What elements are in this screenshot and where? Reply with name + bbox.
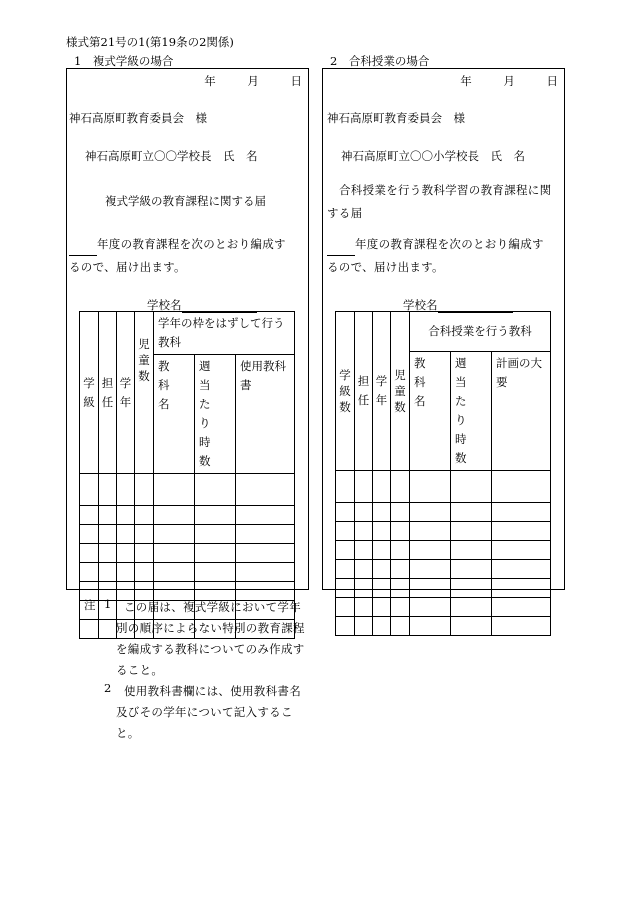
col-students: 児童数 <box>135 312 154 474</box>
sub-textbook: 使用教科書 <box>236 355 295 474</box>
body-line-2: るので、届け出ます。 <box>327 260 444 274</box>
body-text <box>69 233 307 279</box>
addressee: 神石高原町教育委員会 様 <box>327 111 465 125</box>
document-title <box>327 179 565 225</box>
sub-plan: 計画の大要 <box>492 352 551 471</box>
school-name-label: 学校名 <box>403 298 438 312</box>
doc-title-line-1: 合科授業を行う教科学習の教育課程に関 <box>339 183 552 197</box>
group-header: 学年の枠をはずして行う教科 <box>154 312 295 355</box>
col-grade-class: 学級数 <box>336 312 355 471</box>
note-2-number: 2 <box>104 681 112 695</box>
date-year: 年 <box>460 74 472 88</box>
doc-title-line-2: する届 <box>327 206 363 220</box>
year-blank <box>69 243 97 256</box>
note-2-text <box>116 681 310 744</box>
col-grade-class: 学級 <box>80 312 99 474</box>
date-day: 日 <box>290 74 302 88</box>
body-line-1: 年度の教育課程を次のとおり編成す <box>355 237 544 251</box>
sub-subject: 教科名 <box>410 352 451 471</box>
body-line-1: 年度の教育課程を次のとおり編成す <box>97 237 286 251</box>
col-grade: 学年 <box>373 312 391 471</box>
date-line <box>432 73 558 89</box>
sender: 神石高原町立〇〇小学校長 氏 名 <box>341 149 525 163</box>
school-name-label: 学校名 <box>147 298 182 312</box>
sub-subject: 教科名 <box>154 355 195 474</box>
date-line <box>176 73 302 89</box>
panel-multigrade <box>66 68 309 590</box>
date-month: 月 <box>503 74 515 88</box>
col-students: 児童数 <box>391 312 410 471</box>
subject-table <box>335 311 551 636</box>
note-2-body: 使用教科書欄には、使用教科書名及びその学年について記入すること。 <box>116 684 301 740</box>
date-month: 月 <box>247 74 259 88</box>
sub-hours: 週当たり時数 <box>451 352 492 471</box>
subject-table <box>79 311 295 639</box>
body-text <box>327 233 565 279</box>
date-year: 年 <box>204 74 216 88</box>
year-blank <box>327 243 355 256</box>
sender: 神石高原町立〇〇学校長 氏 名 <box>85 149 258 163</box>
col-grade: 学年 <box>117 312 135 474</box>
document-title: 複式学級の教育課程に関する届 <box>105 194 266 208</box>
form-title: 様式第21号の1(第19条の2関係) <box>66 35 234 49</box>
panel-combined-class <box>322 68 565 590</box>
group-header: 合科授業を行う教科 <box>410 312 551 352</box>
col-teacher: 担任 <box>355 312 373 471</box>
notes-label: 注 <box>84 598 96 612</box>
panel2-heading: 2 合科授業の場合 <box>330 54 430 68</box>
note-1-body: この届は、複式学級において学年別の順序によらない特別の教育課程を編成する教科についてのみ作成すること。 <box>116 600 305 677</box>
note-1-text <box>116 597 310 681</box>
sub-hours: 週当たり時数 <box>195 355 236 474</box>
body-line-2: るので、届け出ます。 <box>69 260 186 274</box>
col-teacher: 担任 <box>99 312 117 474</box>
note-1-number: 1 <box>104 597 112 611</box>
addressee: 神石高原町教育委員会 様 <box>69 111 207 125</box>
date-day: 日 <box>546 74 558 88</box>
panel1-heading: 1 複式学級の場合 <box>74 54 174 68</box>
